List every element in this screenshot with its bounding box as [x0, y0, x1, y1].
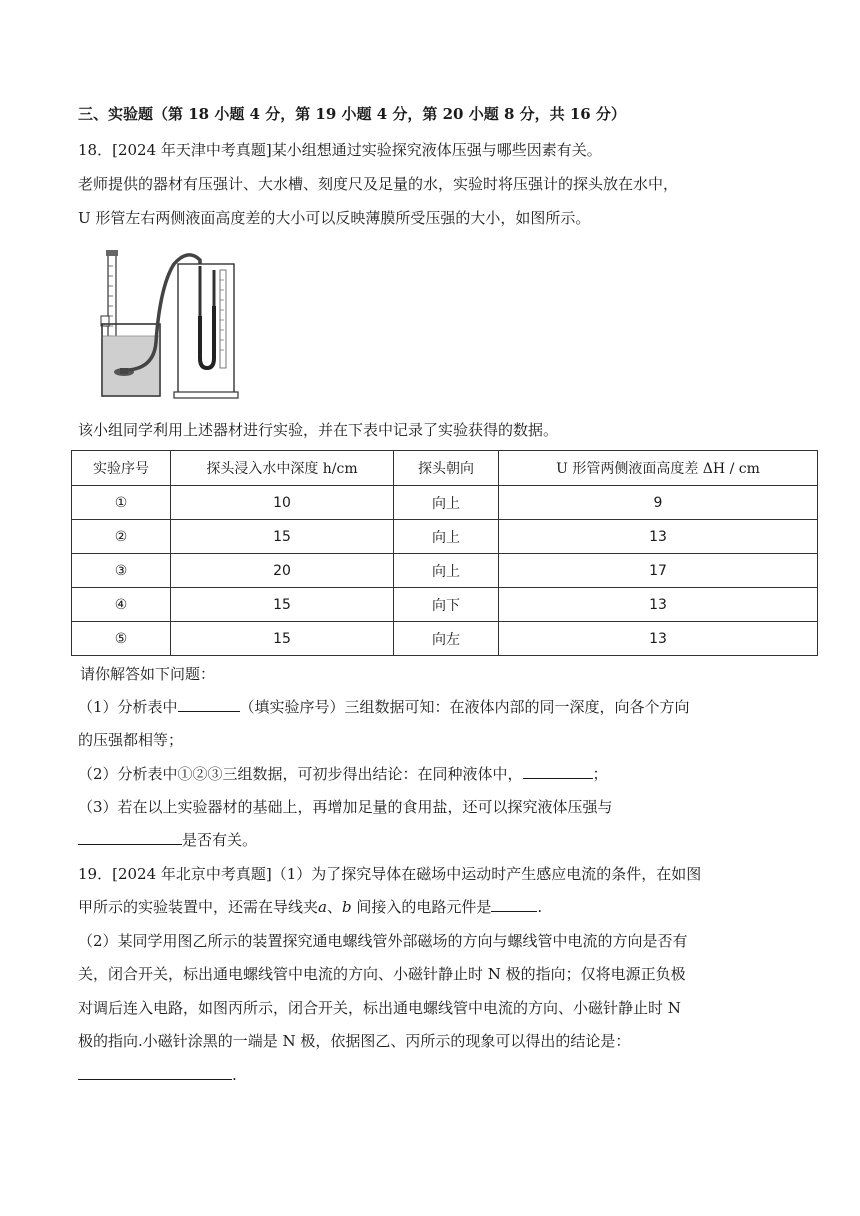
pressure-gauge-figure — [96, 246, 266, 404]
q18-line3: U 形管左右两侧液面高度差的大小可以反映薄膜所受压强的大小，如图所示。 — [78, 209, 591, 227]
table-cell: 向上 — [394, 486, 499, 520]
table-header-cell: 探头浸入水中深度 h/cm — [171, 451, 394, 486]
table-row — [72, 554, 818, 588]
data-table — [71, 450, 818, 656]
table-cell: 9 — [499, 486, 818, 520]
q19-line2-end: . — [537, 898, 543, 916]
table-cell: 向左 — [394, 622, 499, 656]
table-cell: 15 — [171, 622, 394, 656]
q18-part1-b: （填实验序号）三组数据可知：在液体内部的同一深度，向各个方向 — [239, 698, 690, 716]
q19-var-a: a — [318, 898, 327, 916]
table-row — [72, 622, 818, 656]
table-row — [72, 486, 818, 520]
table-cell: ④ — [72, 588, 171, 622]
q19-line7 — [78, 1065, 237, 1085]
table-cell: 15 — [171, 520, 394, 554]
table-cell: ① — [72, 486, 171, 520]
table-cell: 向下 — [394, 588, 499, 622]
table-cell: 17 — [499, 554, 818, 588]
q18-part1-a: （1）分析表中 — [78, 698, 178, 716]
table-header-cell: U 形管两侧液面高度差 ΔH / cm — [499, 451, 818, 486]
section-title: 三、实验题（第 18 小题 4 分，第 19 小题 4 分，第 20 小题 8 分，共 16 分） — [78, 105, 626, 123]
q18-part1-line1 — [78, 697, 690, 717]
q19-line2 — [78, 897, 542, 917]
answer-blank-3[interactable] — [78, 830, 182, 845]
q18-table-intro: 该小组同学利用上述器材进行实验，并在下表中记录了实验获得的数据。 — [78, 421, 559, 439]
q19-line1: 19．[2024 年北京中考真题]（1）为了探究导体在磁场中运动时产生感应电流的条件，在如图 — [78, 865, 702, 883]
q19-line5: 对调后连入电路，如图丙所示，闭合开关，标出通电螺线管中电流的方向、小磁针静止时 N — [78, 999, 681, 1017]
table-cell: 20 — [171, 554, 394, 588]
q18-part1-line2: 的压强都相等； — [78, 731, 184, 749]
answer-blank-5[interactable] — [78, 1065, 232, 1080]
table-cell: 向上 — [394, 554, 499, 588]
q19-line6: 极的指向.小磁针涂黑的一端是 N 极，依据图乙、丙所示的现象可以得出的结论是： — [78, 1032, 631, 1050]
table-header-row — [72, 451, 818, 486]
table-cell: ③ — [72, 554, 171, 588]
q19-var-b: b — [341, 898, 352, 916]
q19-line4: 关，闭合开关，标出通电螺线管中电流的方向、小磁针静止时 N 极的指向；仅将电源正负极 — [78, 965, 686, 983]
table-cell: 13 — [499, 520, 818, 554]
table-row — [72, 588, 818, 622]
q18-part2-line — [78, 764, 608, 784]
table-row — [72, 520, 818, 554]
q18-part3-end: 是否有关。 — [182, 831, 258, 849]
table-header-cell: 探头朝向 — [394, 451, 499, 486]
q18-part3-line1: （3）若在以上实验器材的基础上，再增加足量的食用盐，还可以探究液体压强与 — [78, 798, 613, 816]
q19-line3: （2）某同学用图乙所示的装置探究通电螺线管外部磁场的方向与螺线管中电流的方向是否有 — [78, 932, 688, 950]
q18-line2: 老师提供的器材有压强计、大水槽、刻度尺及足量的水，实验时将压强计的探头放在水中， — [78, 175, 679, 193]
q18-part2-text: （2）分析表中①②③三组数据，可初步得出结论：在同种液体中， — [78, 765, 523, 783]
q19-line2-a: 甲所示的实验装置中，还需在导线夹 — [78, 898, 319, 916]
q19-sep: 、 — [326, 898, 342, 916]
table-cell: ⑤ — [72, 622, 171, 656]
table-cell: 15 — [171, 588, 394, 622]
table-header-cell: 实验序号 — [72, 451, 171, 486]
q18-part3-line2 — [78, 830, 257, 850]
q19-line2-b: 间接入的电路元件是 — [351, 898, 492, 916]
answer-blank-2[interactable] — [523, 764, 593, 779]
q18-part2-end: ； — [592, 765, 608, 783]
q18-intro: 18．[2024 年天津中考真题]某小组想通过实验探究液体压强与哪些因素有关。 — [78, 141, 602, 159]
answer-blank-1[interactable] — [178, 697, 240, 712]
table-cell: 向上 — [394, 520, 499, 554]
answer-blank-4[interactable] — [491, 897, 537, 912]
table-cell: ② — [72, 520, 171, 554]
q19-line7-end: . — [232, 1066, 237, 1084]
table-cell: 13 — [499, 588, 818, 622]
table-cell: 10 — [171, 486, 394, 520]
q18-prompt: 请你解答如下问题： — [80, 665, 216, 683]
table-cell: 13 — [499, 622, 818, 656]
